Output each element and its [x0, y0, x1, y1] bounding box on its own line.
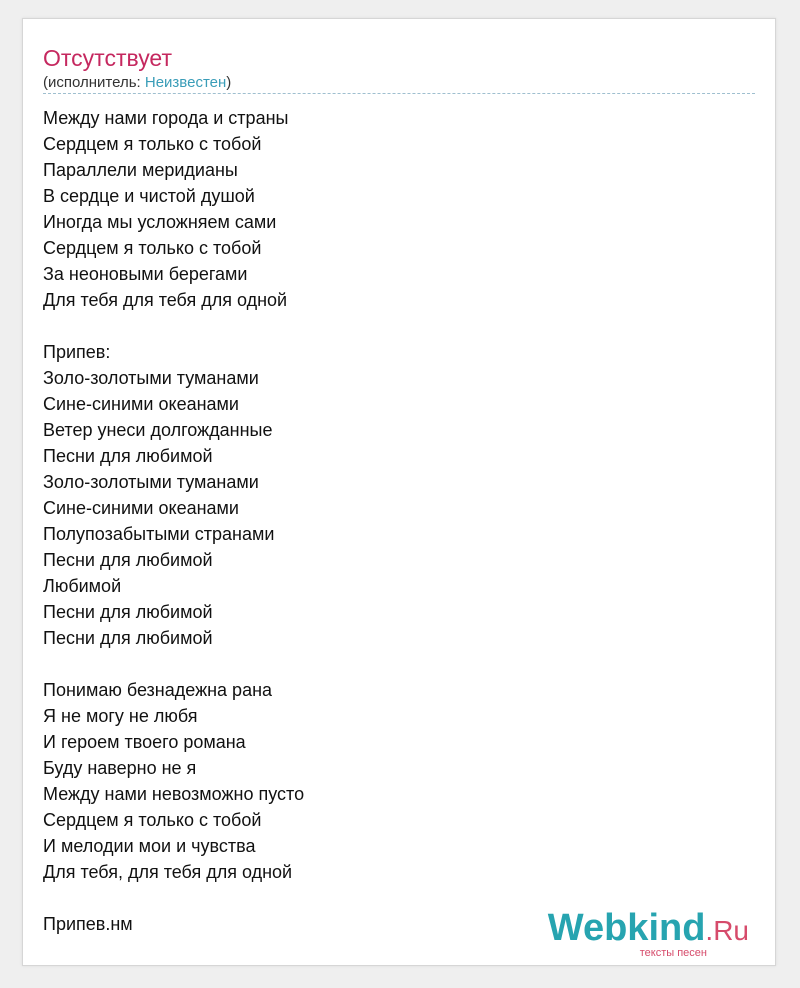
- lyric-line: Песни для любимой: [43, 602, 213, 622]
- lyric-line: Песни для любимой: [43, 628, 213, 648]
- lyric-line: Сине-синими океанами: [43, 498, 239, 518]
- logo-tagline: тексты песен: [639, 947, 707, 959]
- lyric-line: [43, 885, 304, 911]
- lyric-line: И героем твоего романа: [43, 732, 246, 752]
- artist-suffix: ): [226, 74, 232, 91]
- logo-tld: .Ru: [705, 915, 749, 946]
- lyric-line: За неоновыми берегами: [43, 264, 248, 284]
- lyric-line: [43, 651, 304, 677]
- lyric-line: Припев:: [43, 342, 111, 362]
- lyric-line: Ветер унеси долгожданные: [43, 420, 273, 440]
- lyric-line: Параллели меридианы: [43, 160, 238, 180]
- lyric-line: Сердцем я только с тобой: [43, 134, 262, 154]
- lyric-line: В сердце и чистой душой: [43, 186, 255, 206]
- webkind-logo[interactable]: [548, 908, 749, 959]
- logo-wordmark: Webkind: [547, 907, 706, 949]
- lyric-line: Иногда мы усложняем сами: [43, 212, 277, 232]
- lyric-line: Золо-золотыми туманами: [43, 472, 259, 492]
- lyric-line: Полупозабытыми странами: [43, 524, 275, 544]
- lyric-line: Для тебя для тебя для одной: [43, 290, 288, 310]
- lyric-line: Сердцем я только с тобой: [43, 810, 262, 830]
- lyrics-text: [43, 105, 304, 937]
- lyric-line: Понимаю безнадежна рана: [43, 680, 273, 700]
- lyric-line: [43, 313, 304, 339]
- lyrics-card: [22, 18, 776, 966]
- lyric-line: Я не могу не любя: [43, 706, 198, 726]
- lyric-line: Песни для любимой: [43, 550, 213, 570]
- lyric-line: Между нами невозможно пусто: [43, 784, 305, 804]
- lyric-line: Любимой: [43, 576, 122, 596]
- lyric-line: Золо-золотыми туманами: [43, 368, 259, 388]
- artist-link[interactable]: Неизвестен: [144, 74, 227, 91]
- lyric-line: Сине-синими океанами: [43, 394, 239, 414]
- lyric-line: Припев.нм: [43, 914, 133, 934]
- song-title: Отсутствует: [43, 45, 172, 71]
- artist-line: [43, 74, 231, 92]
- lyric-line: Сердцем я только с тобой: [43, 238, 262, 258]
- lyric-line: Буду наверно не я: [43, 758, 197, 778]
- artist-prefix: (исполнитель:: [43, 74, 145, 91]
- lyric-line: Для тебя, для тебя для одной: [43, 862, 293, 882]
- lyric-line: И мелодии мои и чувства: [43, 836, 256, 856]
- lyric-line: Между нами города и страны: [43, 108, 289, 128]
- lyric-line: Песни для любимой: [43, 446, 213, 466]
- title-divider: [43, 93, 755, 94]
